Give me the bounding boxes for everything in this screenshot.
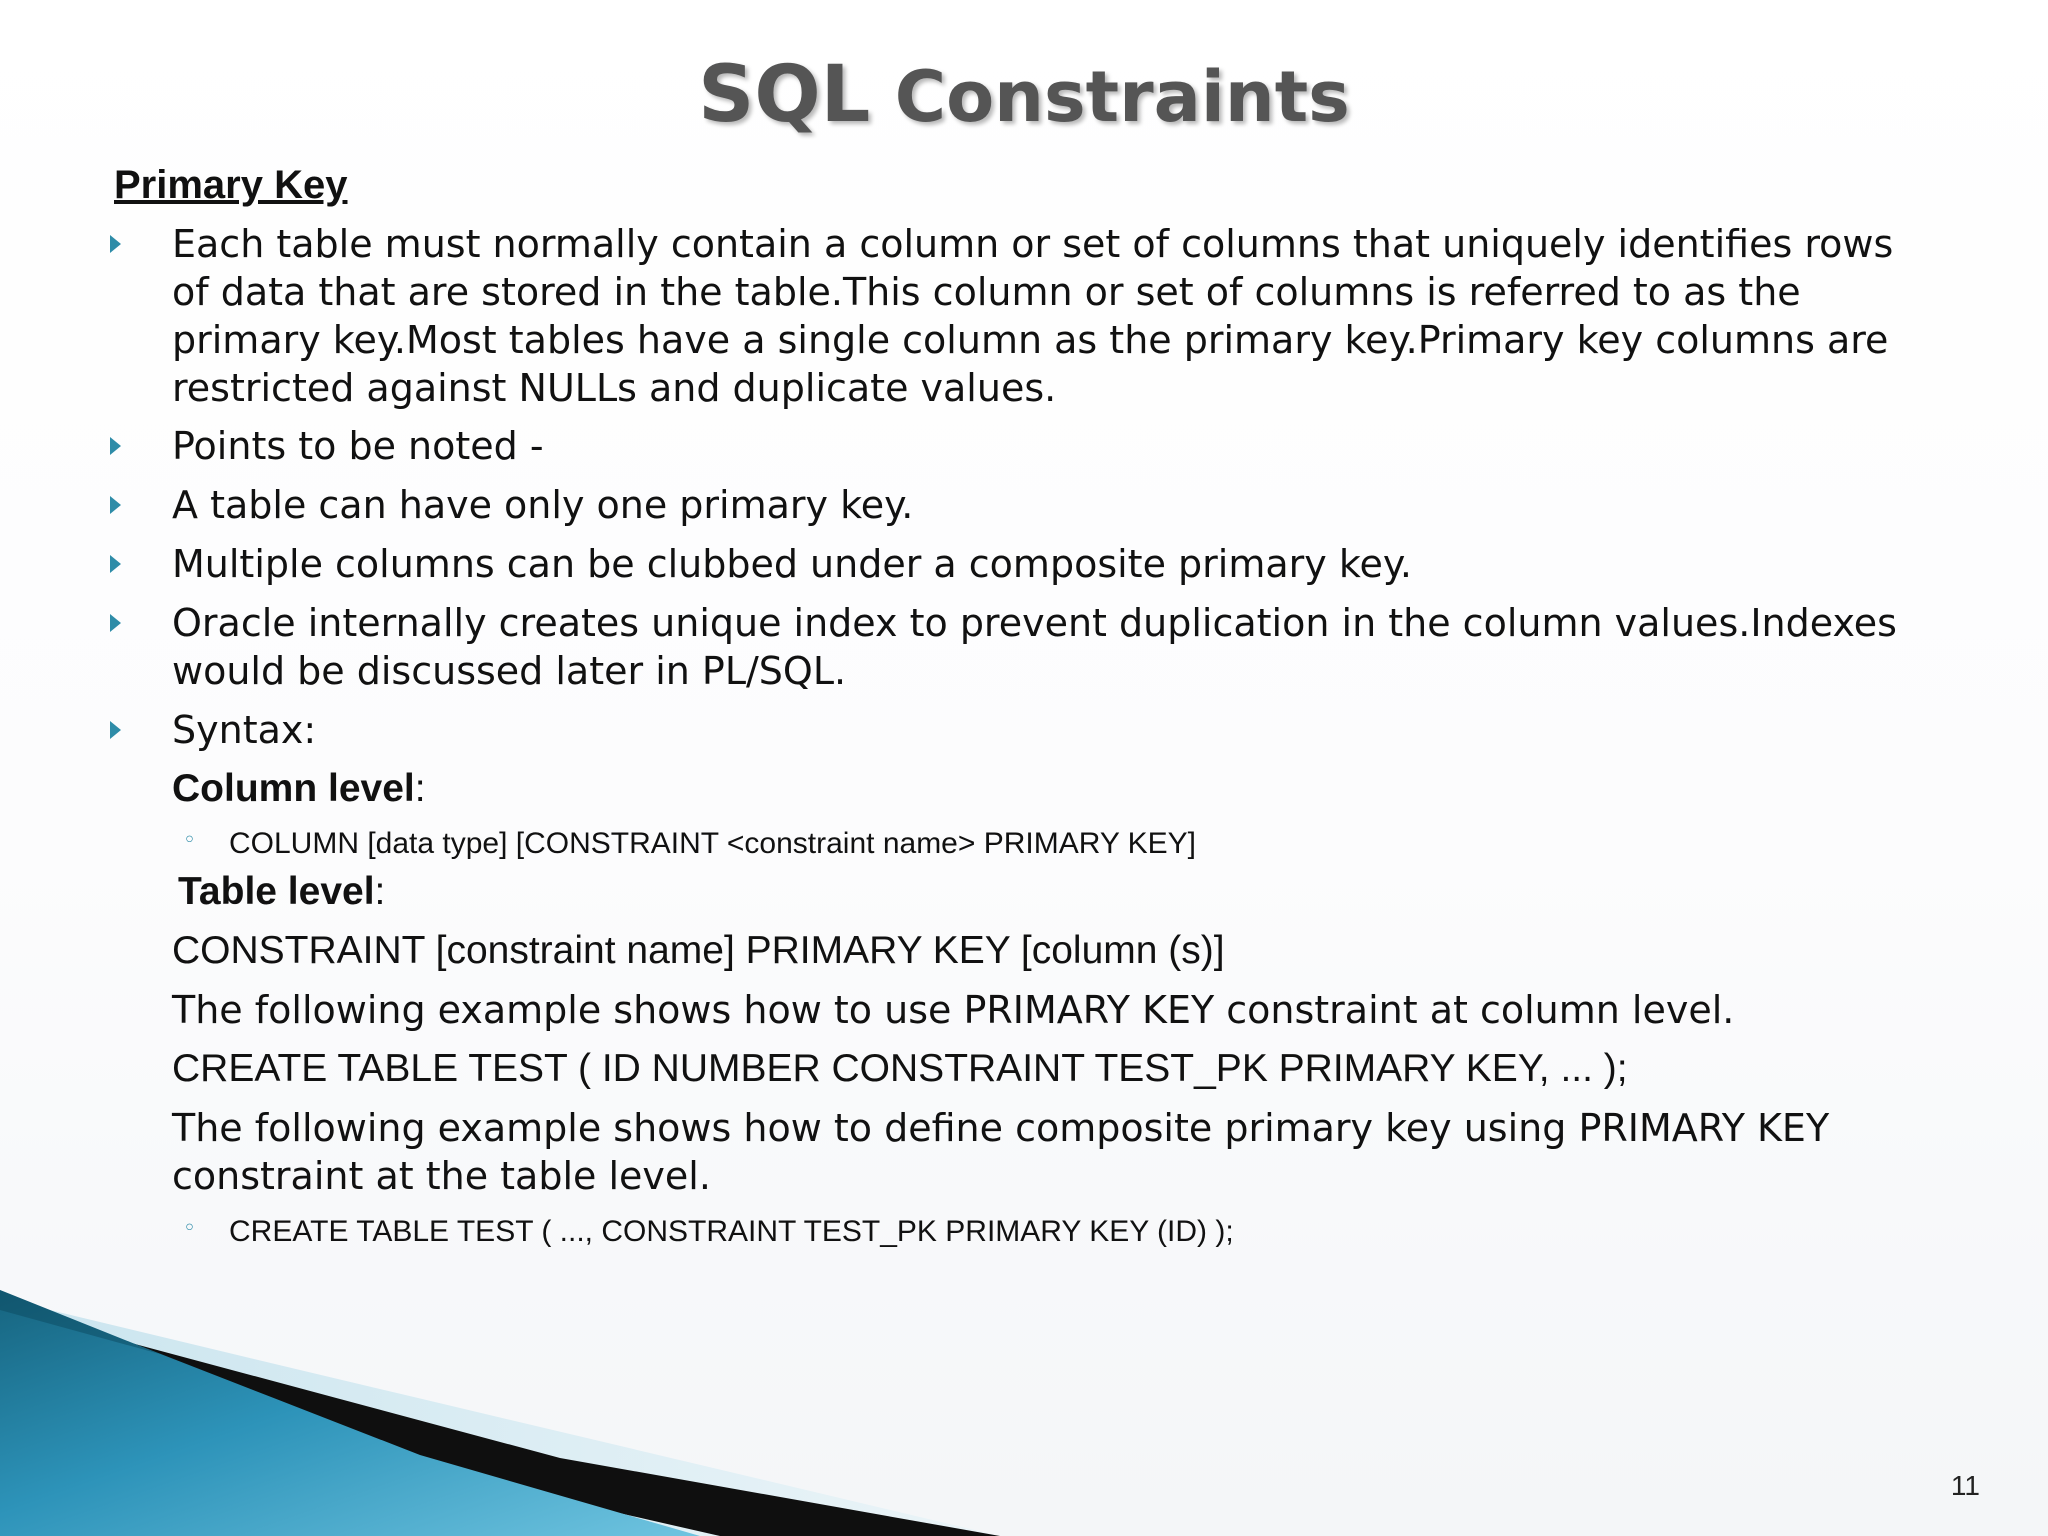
- column-level-syntax: COLUMN [data type] [CONSTRAINT <constraint name> PRIMARY KEY]: [229, 827, 1197, 860]
- title-sql: SQL: [698, 50, 871, 140]
- bullet-text: Oracle internally creates unique index to prevent duplication in the column values.Indexes would be discussed later in PL/SQL.: [172, 601, 1897, 693]
- title-constraints: Constraints: [894, 56, 1350, 138]
- page-number: 11: [1950, 1470, 1980, 1501]
- bullet-text: Syntax:: [172, 708, 317, 752]
- example-1-description: The following example shows how to use PRIMARY KEY constraint at column level.: [172, 988, 1735, 1032]
- bullet-arrow-icon: [110, 437, 121, 455]
- table-level-colon: :: [374, 870, 386, 913]
- sub-bullet-icon: ◦: [183, 1216, 196, 1241]
- column-level-label: Column level: [172, 767, 415, 810]
- bullet-arrow-icon: [110, 555, 121, 573]
- bullet-arrow-icon: [110, 721, 121, 739]
- decorative-swoosh: [0, 1280, 2048, 1536]
- sub-bullet-icon: ◦: [183, 828, 196, 853]
- example-1-code: CREATE TABLE TEST ( ID NUMBER CONSTRAINT TEST_PK PRIMARY KEY, ... );: [172, 1047, 1628, 1090]
- bullet-text: Each table must normally contain a column or set of columns that uniquely identifies rows of data that are stored in the table.This column or set of columns is referred to as the primary key.Most tables have a single column as the primary key.Primary key columns are restricted against NULLs and duplicate values.: [172, 222, 1894, 410]
- column-level-colon: :: [414, 767, 426, 810]
- slide-title: [0, 50, 2048, 142]
- bullet-text: Multiple columns can be clubbed under a composite primary key.: [172, 542, 1413, 586]
- bullet-text: A table can have only one primary key.: [172, 483, 914, 527]
- bullet-arrow-icon: [110, 496, 121, 514]
- table-level-label: Table level: [178, 870, 375, 913]
- example-2-description: The following example shows how to define composite primary key using PRIMARY KEY constraint at the table level.: [172, 1106, 1830, 1198]
- bullet-arrow-icon: [110, 235, 121, 253]
- bullet-text: Points to be noted -: [172, 424, 544, 468]
- example-2-code: CREATE TABLE TEST ( ..., CONSTRAINT TEST_PK PRIMARY KEY (ID) );: [229, 1215, 1234, 1248]
- table-level-syntax: CONSTRAINT [constraint name] PRIMARY KEY [column (s)]: [172, 929, 1225, 972]
- bullet-arrow-icon: [110, 614, 121, 632]
- section-heading: Primary Key: [114, 163, 348, 207]
